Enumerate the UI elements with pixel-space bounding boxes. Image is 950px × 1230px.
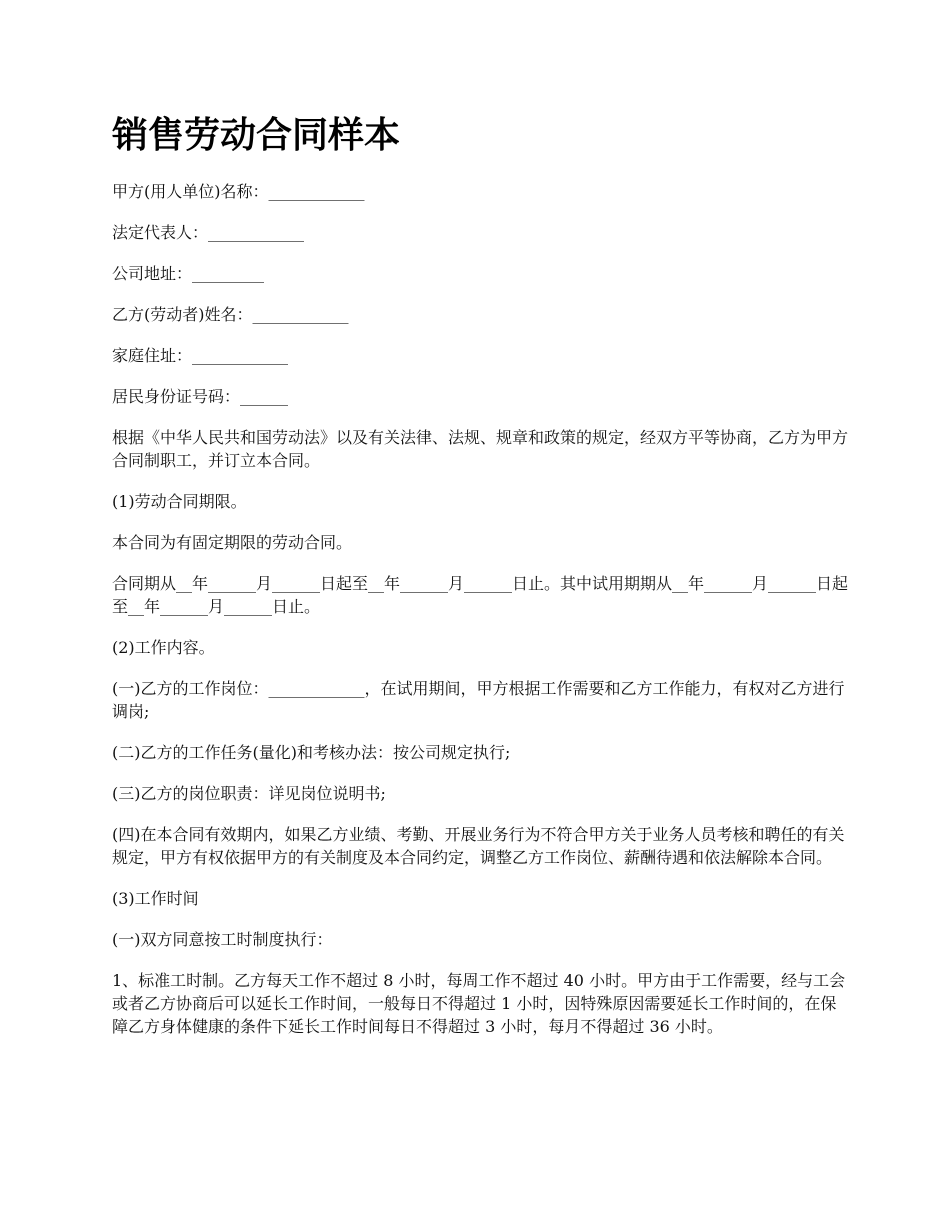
id-number-line: 居民身份证号码：______	[112, 387, 289, 406]
employee-name-line: 乙方(劳动者)姓名：____________	[112, 305, 349, 324]
legal-representative-line: 法定代表人：____________	[112, 223, 305, 242]
section-heading-term: (1)劳动合同期限。	[112, 492, 247, 511]
performance-adjustment-paragraph: (四)在本合同有效期内，如果乙方业绩、考勤、开展业务行为不符合甲方关于业务人员考核和聘任的有关规定，甲方有权依据甲方的有关制度及本合同约定，调整乙方工作岗位、薪酬待遇和依法解除本合同。	[112, 825, 845, 867]
contract-type-paragraph: 本合同为有固定期限的劳动合同。	[112, 533, 353, 552]
preamble-paragraph: 根据《中华人民共和国劳动法》以及有关法律、法规、规章和政策的规定，经双方平等协商，乙方为甲方合同制职工，并订立本合同。	[112, 428, 849, 470]
company-address-line: 公司地址：_________	[112, 264, 265, 283]
document-body	[112, 180, 852, 1054]
section-heading-work-hours: (3)工作时间	[112, 889, 199, 908]
standard-hours-paragraph: 1、标准工时制。乙方每天工作不超过 8 小时，每周工作不超过 40 小时。甲方由于工作需要，经与工会或者乙方协商后可以延长工作时间，一般每日不得超过 1 小时，因特殊原因需要延长工作时间的，在保障乙方身体健康的条件下延长工作时间每日不得超过 3 小时，每月不得超过 36 小时。	[112, 971, 846, 1036]
work-hours-agreement-paragraph: (一)双方同意按工时制度执行：	[112, 930, 333, 949]
job-position-paragraph: (一)乙方的工作岗位：____________，在试用期间，甲方根据工作需要和乙方工作能力，有权对乙方进行调岗;	[112, 679, 845, 721]
employer-name-line: 甲方(用人单位)名称：____________	[112, 182, 365, 201]
document-title: 销售劳动合同样本	[112, 115, 401, 156]
job-duties-paragraph: (三)乙方的岗位职责：详见岗位说明书;	[112, 784, 386, 803]
job-tasks-paragraph: (二)乙方的工作任务(量化)和考核办法：按公司规定执行;	[112, 743, 511, 762]
section-heading-work-content: (2)工作内容。	[112, 638, 215, 657]
home-address-line: 家庭住址：____________	[112, 346, 289, 365]
contract-period-paragraph: 合同期从__年______月______日起至__年______月______日止。其中试用期期从__年______月______日起至__年______月______日止。	[112, 574, 849, 616]
